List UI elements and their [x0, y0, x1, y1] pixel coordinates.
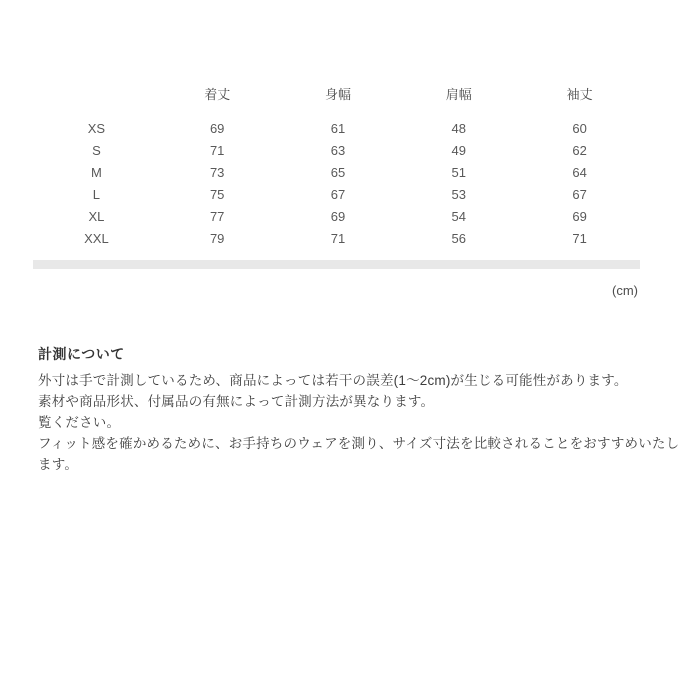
table-row [36, 162, 640, 184]
size-column-header-empty [36, 86, 157, 104]
size-label: M [90, 165, 102, 180]
measurement-value: 53 [451, 187, 467, 202]
table-row [36, 184, 640, 206]
measurement-value: 64 [572, 165, 587, 180]
column-header-body-width: 身幅 [324, 87, 351, 102]
column-header-shoulder-width: 肩幅 [445, 87, 472, 102]
measurement-value: 71 [330, 231, 346, 246]
table-row [36, 140, 640, 162]
measurement-value: 63 [330, 143, 346, 158]
measurement-value: 69 [572, 209, 587, 224]
size-label: XXL [84, 231, 109, 246]
notes-line: 外寸は手で計測しているため、商品によっては若干の誤差(1〜2cm)が生じる可能性があります。 [38, 373, 628, 388]
measurement-value: 69 [330, 209, 346, 224]
size-chart-table [36, 86, 640, 250]
measurement-value: 62 [572, 143, 587, 158]
measurement-value: 60 [572, 121, 587, 136]
column-header-body-length: 着丈 [204, 87, 231, 102]
measurement-value: 75 [209, 187, 225, 202]
size-label: S [92, 143, 101, 158]
table-header-row [36, 86, 640, 104]
measurement-value: 65 [330, 165, 346, 180]
measurement-value: 67 [572, 187, 587, 202]
measurement-value: 48 [451, 121, 467, 136]
measurement-value: 51 [451, 165, 467, 180]
measurement-value: 79 [209, 231, 225, 246]
unit-label: (cm) [612, 283, 638, 298]
measurement-value: 71 [209, 143, 225, 158]
notes-heading: 計測について [38, 346, 125, 362]
size-label: L [92, 187, 101, 202]
table-row [36, 206, 640, 228]
measurement-value: 77 [209, 209, 225, 224]
column-header-sleeve-length: 袖丈 [566, 87, 593, 102]
size-label: XL [88, 209, 105, 224]
table-row [36, 118, 640, 140]
measurement-value: 69 [209, 121, 225, 136]
measurement-value: 54 [451, 209, 467, 224]
measurement-value: 71 [572, 231, 587, 246]
measurement-value: 67 [330, 187, 346, 202]
table-row [36, 228, 640, 250]
measurement-value: 73 [209, 165, 225, 180]
measurement-value: 49 [451, 143, 467, 158]
divider-bar [33, 260, 640, 269]
notes-line: 素材や商品形状、付属品の有無によって計測方法が異なります。 [38, 394, 435, 409]
size-label: XS [87, 121, 106, 136]
notes-line: 覧ください。 [38, 415, 121, 430]
measurement-value: 61 [330, 121, 346, 136]
notes-line: ます。 [38, 457, 79, 472]
measurement-notes [38, 346, 680, 475]
measurement-value: 56 [451, 231, 467, 246]
notes-line: フィット感を確かめるために、お手持ちのウェアを測り、サイズ寸法を比較されることをおすすめいたし [38, 436, 680, 451]
